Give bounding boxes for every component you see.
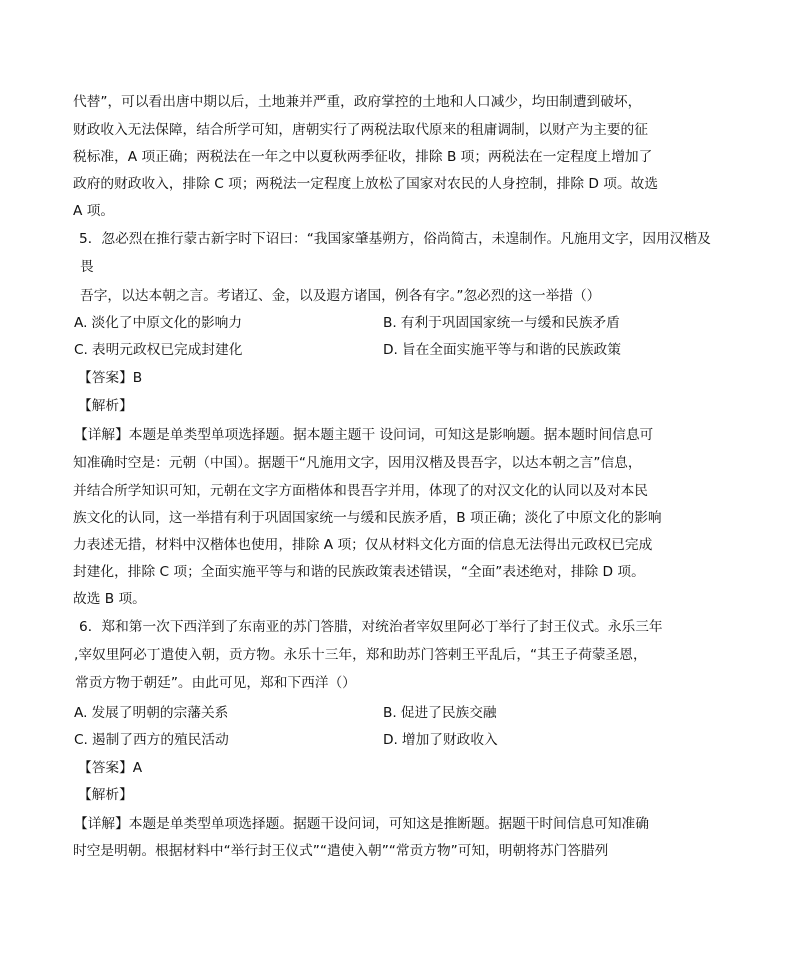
detail-text: 本题是单类型单项选择题。据本题主题干 设问词，可知这是影响题。据本题时间信息可 [128, 427, 654, 443]
option-label: C. [74, 732, 88, 748]
option-c [74, 727, 229, 754]
option-d [383, 337, 621, 364]
explanation-line: 代替”，可以看出唐中期以后，土地兼并严重，政府掌控的土地和人口减少，均田制遭到破坏， [73, 94, 642, 110]
option-text: 表明元政权已完成封建化 [91, 342, 243, 358]
question-stem-line: 畏 [80, 259, 94, 275]
detail-line: 力表述无措，材料中汉楷体也使用，排除 A 项；仅从材料文化方面的信息无法得出元政权已完成 [73, 537, 653, 553]
option-text: 发展了明朝的宗藩关系 [91, 705, 229, 721]
explanation-line: A 项。 [73, 203, 115, 219]
option-label: D. [383, 732, 398, 748]
detail-line [74, 811, 649, 838]
detail-line: 族文化的认同，这一举措有利于巩固国家统一与缓和民族矛盾，B 项正确；淡化了中原文化的影响 [73, 510, 662, 526]
option-label: A. [74, 705, 88, 721]
question-stem-text: 忽必烈在推行蒙古新字时下诏曰：“我国家肇基朔方，俗尚简古，未遑制作。凡施用文字，因用汉楷及 [101, 231, 711, 247]
explanation-line: 政府的财政收入，排除 C 项；两税法一定程度上放松了国家对农民的人身控制，排除 D 项。故选 [73, 176, 659, 192]
option-a [74, 700, 228, 727]
analysis-label: 【解析】 [78, 787, 133, 803]
detail-line: 并结合所学知识可知，元朝在文字方面楷体和畏吾字并用，体现了的对汉文化的认同以及对本民 [73, 483, 648, 499]
explanation-line: 财政收入无法保障，结合所学可知，唐朝实行了两税法取代原来的租庸调制，以财产为主要的征 [73, 122, 648, 138]
question-stem-line: 常贡方物于朝廷”。由此可见，郑和下西洋（） [75, 675, 356, 691]
option-b [383, 700, 497, 727]
detail-line: 时空是明朝。根据材料中“举行封王仪式”“遣使入朝”“常贡方物”可知，明朝将苏门答腊列 [73, 843, 609, 859]
option-text: 增加了财政收入 [401, 732, 498, 748]
option-text: 有利于巩固国家统一与缓和民族矛盾 [400, 315, 620, 331]
answer-line [78, 755, 142, 782]
option-text: 旨在全面实施平等与和谐的民族政策 [401, 342, 621, 358]
question-number: 6． [79, 619, 102, 635]
option-label: A. [74, 315, 88, 331]
detail-line: 封建化，排除 C 项；全面实施平等与和谐的民族政策表述错误，“全面”表述绝对，排除 D 项。 [73, 564, 645, 580]
question-number: 5． [79, 231, 102, 247]
option-label: B. [383, 315, 397, 331]
explanation-line: 税标准，A 项正确；两税法在一年之中以夏秋两季征收，排除 B 项；两税法在一定程度上增加了 [73, 149, 653, 165]
option-label: C. [74, 342, 88, 358]
question-stem-line [79, 226, 711, 253]
detail-label: 【详解】 [74, 816, 129, 832]
detail-line: 知准确时空是：元朝（中国）。据题干“凡施用文字，因用汉楷及畏吾字，以达本朝之言”信息， [73, 455, 642, 471]
question-stem-line [79, 614, 663, 641]
option-label: D. [383, 342, 398, 358]
option-c [74, 337, 243, 364]
option-text: 促进了民族交融 [400, 705, 497, 721]
question-stem-line: ,宰奴里阿必丁遣使入朝，贡方物。永乐十三年，郑和助苏门答剌王平乱后，“其王子荷蒙圣恩， [74, 647, 647, 663]
question-stem-text: 郑和第一次下西洋到了东南亚的苏门答腊，对统治者宰奴里阿必丁举行了封王仪式。永乐三年 [101, 619, 663, 635]
option-label: B. [383, 705, 397, 721]
answer-value: B [132, 370, 143, 386]
answer-line [78, 365, 142, 392]
detail-line [74, 422, 653, 449]
detail-label: 【详解】 [74, 427, 129, 443]
detail-text: 本题是单类型单项选择题。据题干设问词，可知这是推断题。据题干时间信息可知准确 [128, 816, 649, 832]
answer-label: 【答案】 [78, 370, 133, 386]
analysis-label: 【解析】 [78, 398, 133, 414]
detail-line: 故选 B 项。 [73, 591, 146, 607]
option-text: 淡化了中原文化的影响力 [91, 315, 243, 331]
question-stem-line: 吾字，以达本朝之言。考诸辽、金，以及遐方诸国，例各有字。”忽必烈的这一举措（） [80, 288, 601, 304]
option-text: 遏制了西方的殖民活动 [91, 732, 229, 748]
option-b [383, 310, 620, 337]
answer-label: 【答案】 [78, 760, 133, 776]
option-a [74, 310, 242, 337]
option-d [383, 727, 498, 754]
answer-value: A [132, 760, 143, 776]
